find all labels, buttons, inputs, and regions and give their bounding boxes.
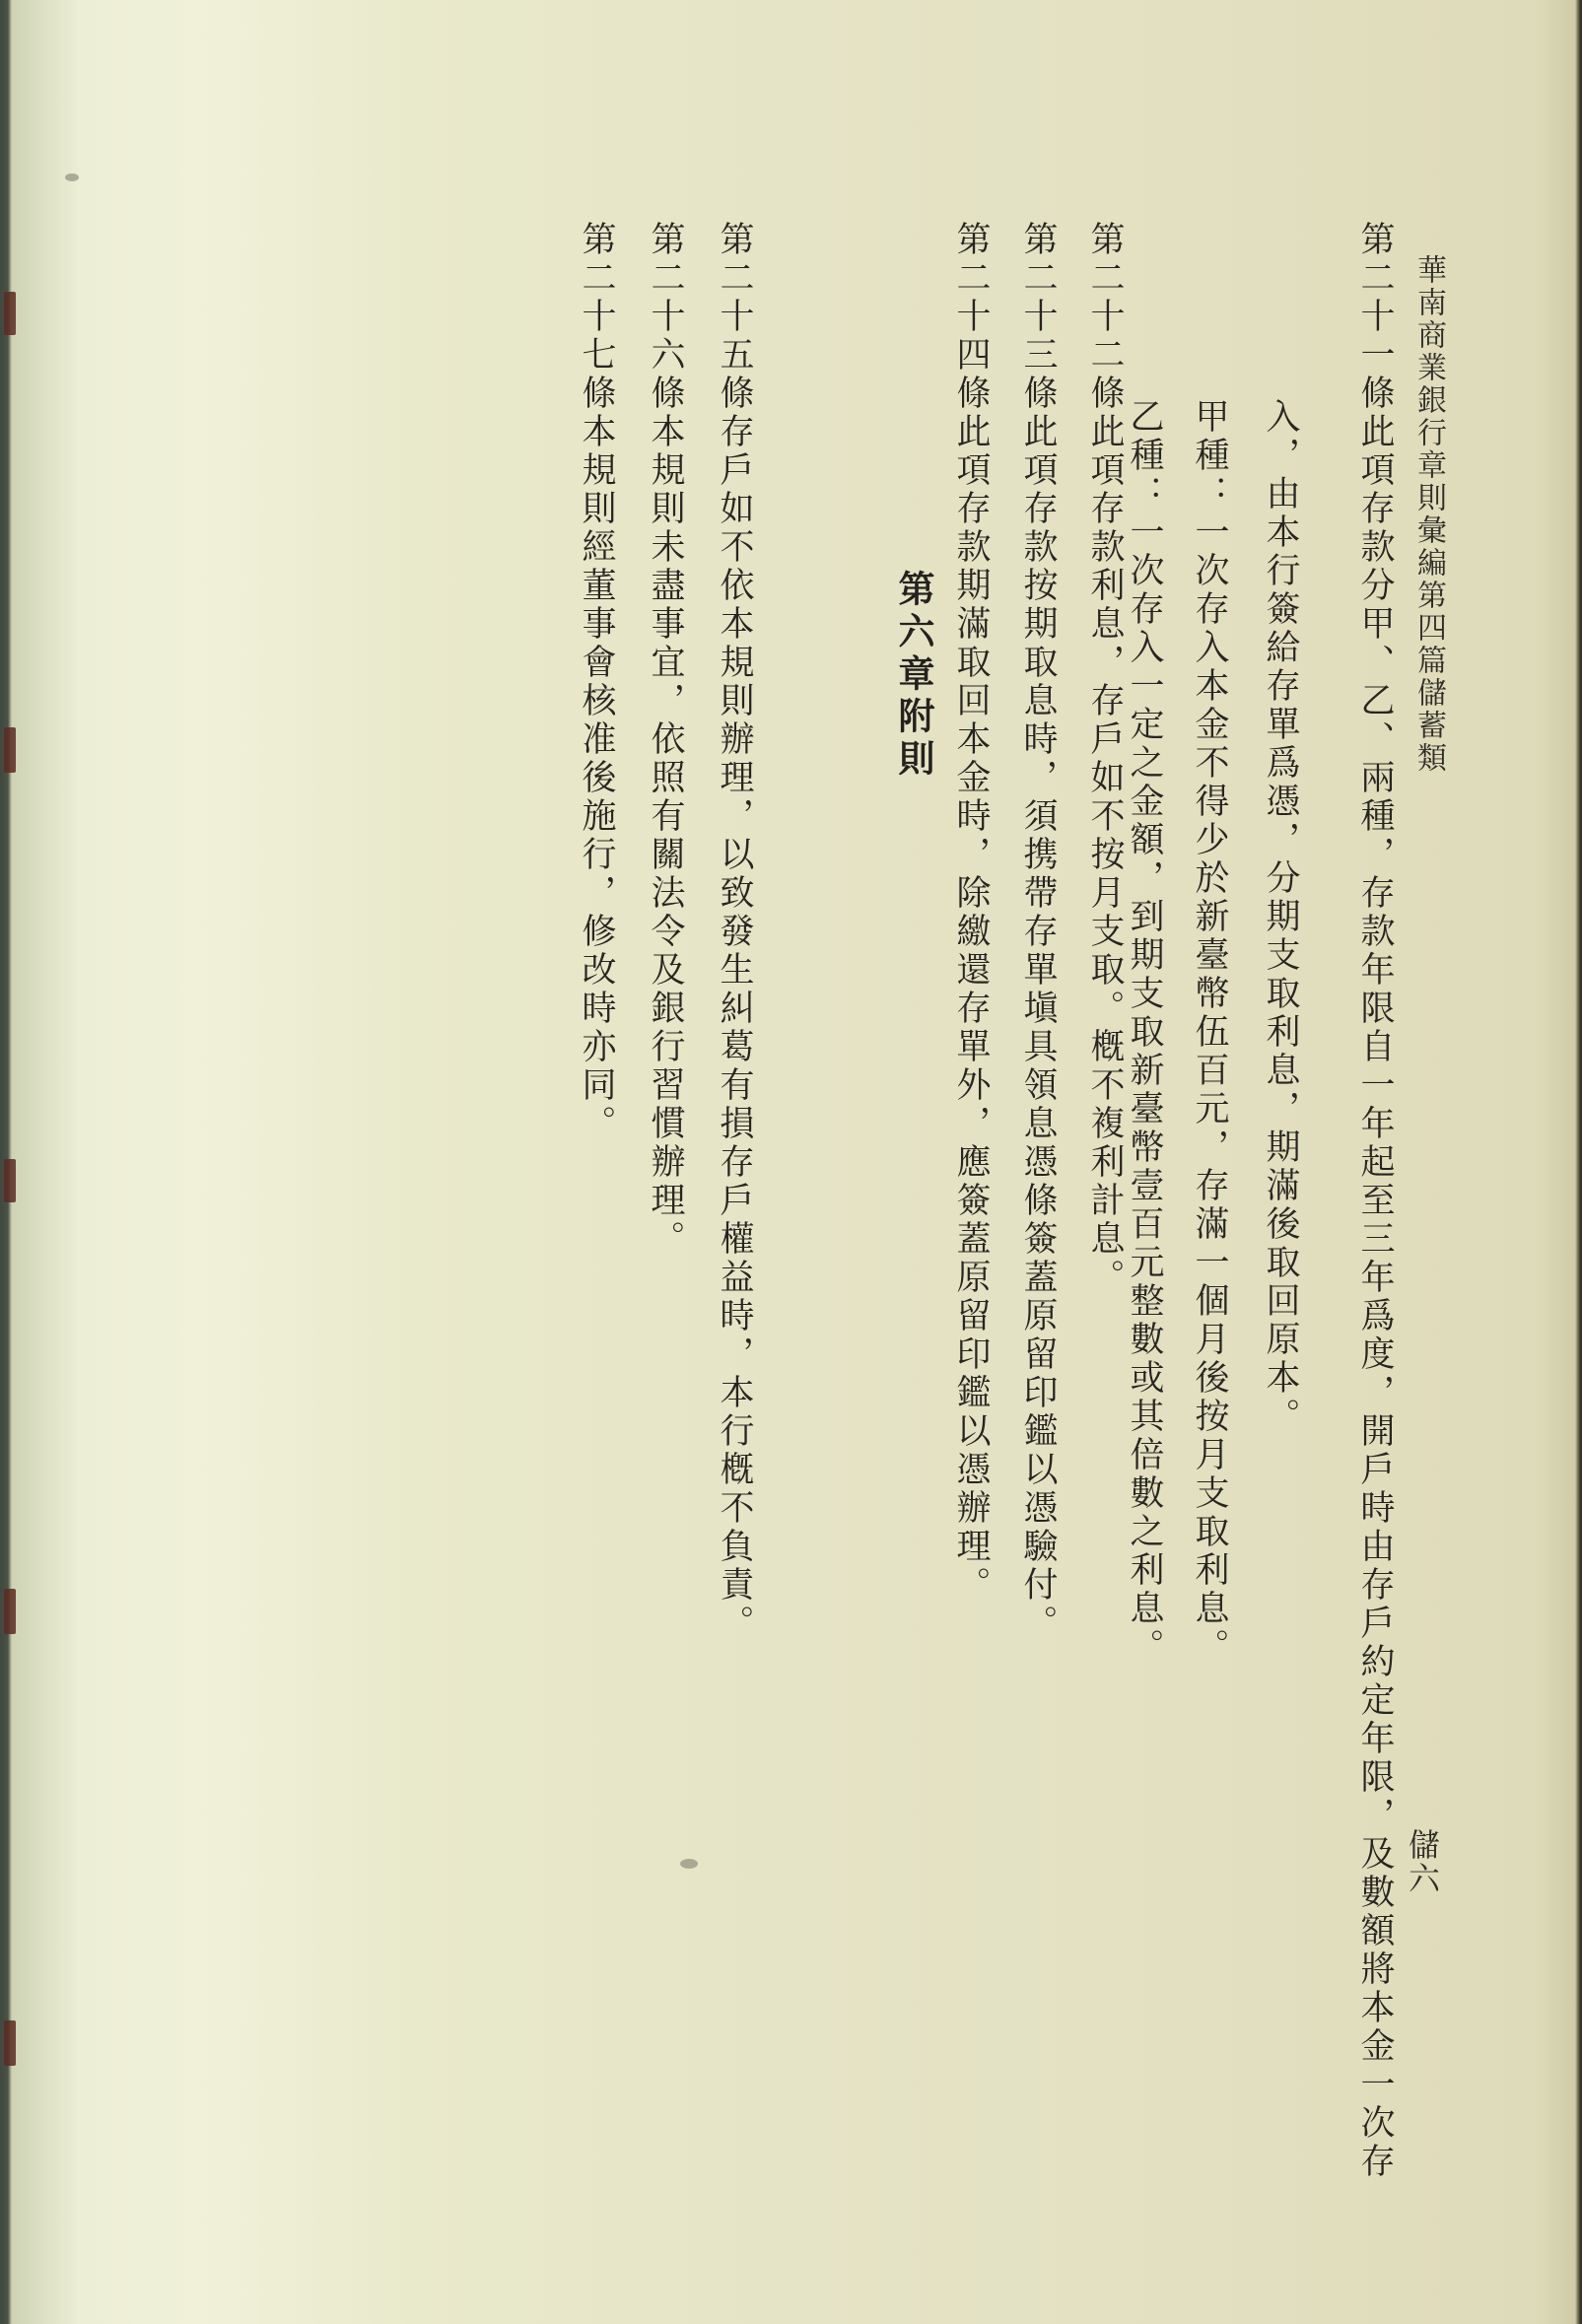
article-text: 此項存款期滿取回本金時，除繳還存單外，應簽蓋原留印鑑以憑辦理。 bbox=[951, 413, 991, 1605]
article-26 bbox=[621, 221, 684, 1259]
article-21-continuation: 入，由本行簽給存單爲憑，分期支取利息，期滿後取回原本。 bbox=[1261, 398, 1300, 1436]
article-text: 此項存款分甲、乙、兩種，存款年限自一年起至三年爲度，開戶時由存戶約定年限，及數額將本金一次存 bbox=[1355, 413, 1395, 2181]
chapter-title-1: 附 bbox=[892, 697, 935, 739]
binding-stitch-mark bbox=[4, 1159, 16, 1202]
article-21-type-a: 甲種：一次存入本金不得少於新臺幣伍百元，存滿一個月後按月支取利息。 bbox=[1190, 398, 1229, 1667]
binding-stitch-mark bbox=[4, 292, 16, 335]
chapter-title-2: 則 bbox=[892, 739, 935, 782]
article-label: 第二十二條 bbox=[1085, 221, 1125, 413]
article-label: 第二十三條 bbox=[1018, 221, 1058, 413]
binding-stitch-mark bbox=[4, 1589, 16, 1634]
page-number: 儲六 bbox=[1404, 1828, 1441, 1895]
category-char-3: 類 bbox=[1411, 742, 1446, 775]
article-text: 存戶如不依本規則辦理，以致發生糾葛有損存戶權益時，本行槪不負責。 bbox=[715, 413, 754, 1643]
article-text: 此項存款按期取息時，須携帶存單塡具領息憑條簽蓋原留印鑑以憑驗付。 bbox=[1018, 413, 1058, 1643]
article-label: 第二十四條 bbox=[951, 221, 991, 413]
article-24 bbox=[927, 221, 990, 1605]
chapter-number: 第六章 bbox=[892, 570, 935, 697]
article-21-type-b: 乙種：一次存入一定之金額，到期支取新臺幣壹百元整數或其倍數之利息。 bbox=[1125, 398, 1164, 1667]
article-22 bbox=[1061, 221, 1124, 1297]
article-25 bbox=[690, 221, 753, 1643]
article-text: 本規則未盡事宜，依照有關法令及銀行習慣辦理。 bbox=[646, 413, 685, 1259]
article-27 bbox=[552, 221, 615, 1143]
article-label: 第二十七條 bbox=[577, 221, 616, 413]
article-21 bbox=[1331, 221, 1394, 2181]
category-char-1: 儲 bbox=[1411, 677, 1446, 710]
article-text: 此項存款利息，存戶如不按月支取。槪不複利計息。 bbox=[1085, 413, 1125, 1297]
category-char-2: 蓄 bbox=[1411, 710, 1446, 742]
binding-stitch-mark bbox=[4, 2020, 16, 2066]
article-label: 第二十一條 bbox=[1355, 221, 1395, 413]
binding-stitch-mark bbox=[4, 727, 16, 773]
paper-speck bbox=[65, 173, 79, 181]
part-label: 第四篇 bbox=[1411, 580, 1446, 677]
article-23 bbox=[994, 221, 1057, 1643]
article-label: 第二十五條 bbox=[715, 221, 754, 413]
article-text: 本規則經董事會核准後施行，修改時亦同。 bbox=[577, 413, 616, 1143]
chapter-heading bbox=[820, 570, 1007, 782]
paper-speck bbox=[680, 1859, 698, 1869]
book-title: 華南商業銀行章則彙編 bbox=[1411, 254, 1446, 580]
running-header bbox=[1402, 254, 1455, 775]
article-label: 第二十六條 bbox=[646, 221, 685, 413]
